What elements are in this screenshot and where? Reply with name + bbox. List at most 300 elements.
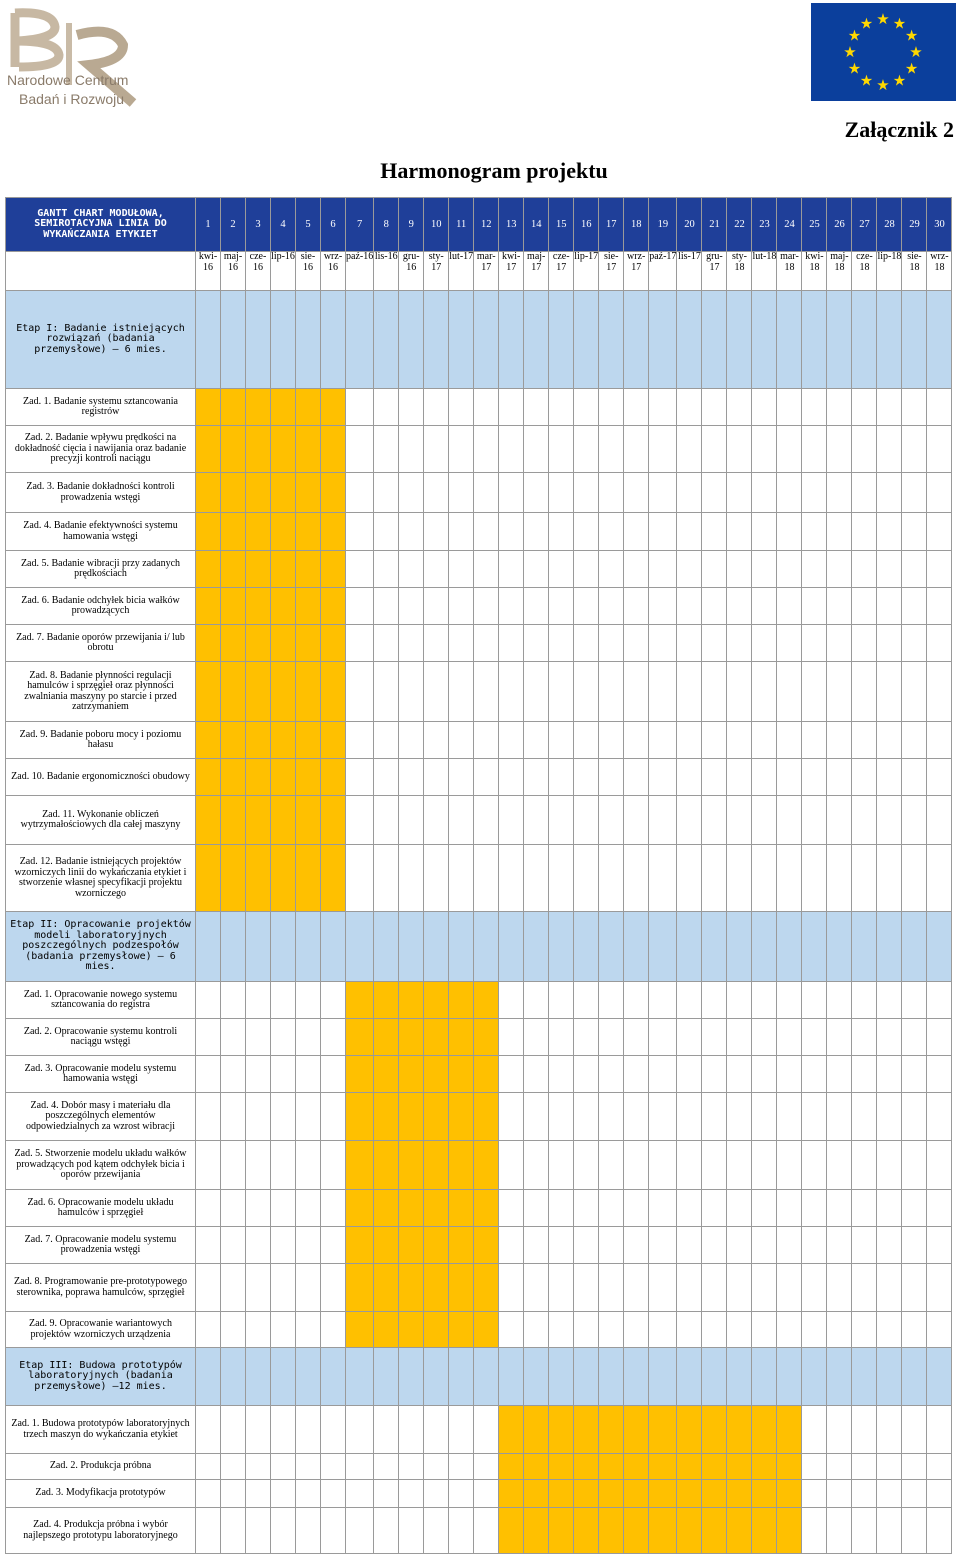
gantt-cell bbox=[271, 1508, 296, 1554]
gantt-cell bbox=[927, 1312, 952, 1348]
gantt-cell bbox=[321, 1406, 346, 1454]
gantt-cell bbox=[927, 1227, 952, 1264]
gantt-cell bbox=[271, 1454, 296, 1480]
gantt-cell bbox=[649, 1312, 677, 1348]
gantt-cell bbox=[677, 1312, 702, 1348]
gantt-cell bbox=[902, 1141, 927, 1190]
gantt-cell bbox=[727, 1093, 752, 1141]
gantt-cell bbox=[802, 1454, 827, 1480]
task-label: Zad. 12. Badanie istniejących projektów wzorniczych linii do wykańczania etykiet i stworzenie własnej specyfikacji projektu wzorniczego bbox=[6, 845, 196, 912]
task-row bbox=[6, 662, 952, 722]
gantt-cell bbox=[852, 1227, 877, 1264]
month-name: wrz-18 bbox=[927, 252, 952, 291]
gantt-bar-cell bbox=[399, 1141, 424, 1190]
gantt-bar-cell bbox=[624, 1480, 649, 1508]
gantt-cell bbox=[524, 389, 549, 426]
gantt-cell bbox=[802, 1312, 827, 1348]
gantt-bar-cell bbox=[321, 389, 346, 426]
gantt-bar-cell bbox=[321, 551, 346, 588]
gantt-cell bbox=[374, 912, 399, 982]
gantt-cell bbox=[474, 845, 499, 912]
gantt-cell bbox=[221, 1406, 246, 1454]
gantt-cell bbox=[752, 588, 777, 625]
gantt-cell bbox=[374, 662, 399, 722]
gantt-cell bbox=[399, 1348, 424, 1406]
gantt-cell bbox=[902, 796, 927, 845]
gantt-cell bbox=[271, 1019, 296, 1056]
gantt-cell bbox=[549, 625, 574, 662]
gantt-cell bbox=[927, 473, 952, 513]
gantt-cell bbox=[852, 1190, 877, 1227]
gantt-cell bbox=[474, 1454, 499, 1480]
gantt-cell bbox=[424, 1454, 449, 1480]
gantt-cell bbox=[624, 473, 649, 513]
gantt-cell bbox=[777, 796, 802, 845]
gantt-bar-cell bbox=[449, 1056, 474, 1093]
gantt-cell bbox=[499, 291, 524, 389]
gantt-cell bbox=[549, 1312, 574, 1348]
gantt-cell bbox=[877, 1508, 902, 1554]
gantt-cell bbox=[474, 389, 499, 426]
gantt-cell bbox=[677, 426, 702, 473]
task-row bbox=[6, 1190, 952, 1227]
gantt-cell bbox=[449, 1348, 474, 1406]
gantt-bar-cell bbox=[246, 551, 271, 588]
gantt-cell bbox=[827, 1019, 852, 1056]
gantt-cell bbox=[677, 662, 702, 722]
month-number: 9 bbox=[399, 198, 424, 252]
gantt-cell bbox=[499, 1312, 524, 1348]
gantt-cell bbox=[677, 912, 702, 982]
gantt-cell bbox=[927, 759, 952, 796]
gantt-bar-cell bbox=[221, 473, 246, 513]
gantt-cell bbox=[399, 291, 424, 389]
gantt-cell bbox=[927, 912, 952, 982]
gantt-bar-cell bbox=[246, 513, 271, 551]
gantt-cell bbox=[702, 1227, 727, 1264]
gantt-cell bbox=[449, 662, 474, 722]
task-row bbox=[6, 796, 952, 845]
gantt-cell bbox=[499, 1056, 524, 1093]
gantt-cell bbox=[702, 473, 727, 513]
gantt-cell bbox=[271, 1264, 296, 1312]
gantt-cell bbox=[499, 722, 524, 759]
gantt-cell bbox=[852, 588, 877, 625]
gantt-cell bbox=[852, 1406, 877, 1454]
gantt-cell bbox=[902, 588, 927, 625]
gantt-cell bbox=[677, 845, 702, 912]
gantt-cell bbox=[449, 625, 474, 662]
gantt-bar-cell bbox=[474, 1141, 499, 1190]
gantt-cell bbox=[852, 845, 877, 912]
gantt-cell bbox=[827, 1312, 852, 1348]
gantt-bar-cell bbox=[399, 1190, 424, 1227]
gantt-cell bbox=[902, 1480, 927, 1508]
gantt-bar-cell bbox=[221, 426, 246, 473]
gantt-bar-cell bbox=[271, 426, 296, 473]
month-name: lut-18 bbox=[752, 252, 777, 291]
gantt-bar-cell bbox=[271, 473, 296, 513]
month-number: 28 bbox=[877, 198, 902, 252]
month-number: 23 bbox=[752, 198, 777, 252]
gantt-cell bbox=[574, 551, 599, 588]
gantt-cell bbox=[449, 426, 474, 473]
gantt-bar-cell bbox=[374, 1312, 399, 1348]
task-label: Zad. 8. Programowanie pre-prototypowego sterownika, poprawa hamulców, sprzęgieł bbox=[6, 1264, 196, 1312]
gantt-cell bbox=[246, 1227, 271, 1264]
month-number: 12 bbox=[474, 198, 499, 252]
gantt-cell bbox=[702, 982, 727, 1019]
gantt-cell bbox=[424, 291, 449, 389]
gantt-bar-cell bbox=[246, 588, 271, 625]
gantt-bar-cell bbox=[549, 1406, 574, 1454]
gantt-cell bbox=[852, 1348, 877, 1406]
gantt-cell bbox=[524, 473, 549, 513]
gantt-bar-cell bbox=[649, 1508, 677, 1554]
gantt-bar-cell bbox=[346, 1264, 374, 1312]
gantt-cell bbox=[902, 1264, 927, 1312]
gantt-cell bbox=[296, 982, 321, 1019]
gantt-cell bbox=[649, 473, 677, 513]
gantt-cell bbox=[499, 1264, 524, 1312]
gantt-cell bbox=[599, 796, 624, 845]
gantt-cell bbox=[902, 662, 927, 722]
gantt-cell bbox=[877, 1141, 902, 1190]
gantt-cell bbox=[777, 389, 802, 426]
gantt-cell bbox=[802, 1019, 827, 1056]
gantt-cell bbox=[296, 1348, 321, 1406]
gantt-cell bbox=[424, 845, 449, 912]
gantt-bar-cell bbox=[677, 1480, 702, 1508]
gantt-cell bbox=[399, 912, 424, 982]
gantt-cell bbox=[599, 845, 624, 912]
gantt-cell bbox=[321, 1480, 346, 1508]
task-label: Zad. 3. Modyfikacja prototypów bbox=[6, 1480, 196, 1508]
month-name: cze-16 bbox=[246, 252, 271, 291]
gantt-bar-cell bbox=[196, 796, 221, 845]
gantt-bar-cell bbox=[321, 759, 346, 796]
gantt-cell bbox=[574, 1190, 599, 1227]
gantt-cell bbox=[702, 513, 727, 551]
gantt-bar-cell bbox=[752, 1508, 777, 1554]
gantt-cell bbox=[449, 722, 474, 759]
gantt-bar-cell bbox=[271, 389, 296, 426]
gantt-cell bbox=[677, 473, 702, 513]
gantt-bar-cell bbox=[599, 1480, 624, 1508]
gantt-cell bbox=[649, 625, 677, 662]
gantt-cell bbox=[196, 912, 221, 982]
gantt-bar-cell bbox=[221, 796, 246, 845]
gantt-cell bbox=[574, 982, 599, 1019]
gantt-cell bbox=[499, 845, 524, 912]
gantt-cell bbox=[802, 662, 827, 722]
star-icon: ★ bbox=[904, 26, 919, 45]
gantt-bar-cell bbox=[346, 1227, 374, 1264]
task-label: Zad. 4. Badanie efektywności systemu hamowania wstęgi bbox=[6, 513, 196, 551]
gantt-cell bbox=[246, 912, 271, 982]
gantt-bar-cell bbox=[321, 722, 346, 759]
gantt-cell bbox=[246, 1312, 271, 1348]
gantt-bar-cell bbox=[424, 1056, 449, 1093]
gantt-cell bbox=[549, 588, 574, 625]
gantt-bar-cell bbox=[677, 1454, 702, 1480]
gantt-cell bbox=[524, 551, 549, 588]
gantt-cell bbox=[677, 1093, 702, 1141]
gantt-cell bbox=[246, 1264, 271, 1312]
gantt-cell bbox=[449, 759, 474, 796]
gantt-cell bbox=[827, 912, 852, 982]
gantt-cell bbox=[449, 845, 474, 912]
gantt-cell bbox=[499, 1190, 524, 1227]
gantt-cell bbox=[321, 1190, 346, 1227]
gantt-cell bbox=[221, 1480, 246, 1508]
gantt-cell bbox=[599, 1019, 624, 1056]
gantt-bar-cell bbox=[271, 759, 296, 796]
gantt-cell bbox=[927, 1508, 952, 1554]
gantt-cell bbox=[702, 291, 727, 389]
star-icon: ★ bbox=[904, 59, 919, 78]
gantt-cell bbox=[877, 1312, 902, 1348]
gantt-cell bbox=[727, 722, 752, 759]
gantt-cell bbox=[777, 982, 802, 1019]
gantt-cell bbox=[827, 389, 852, 426]
gantt-cell bbox=[524, 759, 549, 796]
gantt-cell bbox=[852, 625, 877, 662]
gantt-bar-cell bbox=[424, 1190, 449, 1227]
gantt-cell bbox=[777, 426, 802, 473]
star-icon: ★ bbox=[843, 43, 857, 61]
gantt-cell bbox=[296, 1312, 321, 1348]
gantt-cell bbox=[449, 291, 474, 389]
gantt-cell bbox=[499, 912, 524, 982]
gantt-bar-cell bbox=[246, 845, 271, 912]
gantt-cell bbox=[196, 1406, 221, 1454]
gantt-cell bbox=[902, 1312, 927, 1348]
gantt-cell bbox=[727, 625, 752, 662]
star-icon: ★ bbox=[876, 10, 890, 28]
task-label: Zad. 2. Produkcja próbna bbox=[6, 1454, 196, 1480]
gantt-cell bbox=[474, 473, 499, 513]
gantt-cell bbox=[852, 662, 877, 722]
gantt-bar-cell bbox=[677, 1406, 702, 1454]
gantt-cell bbox=[549, 1348, 574, 1406]
gantt-cell bbox=[196, 291, 221, 389]
gantt-cell bbox=[499, 662, 524, 722]
gantt-cell bbox=[802, 759, 827, 796]
header-title: GANTT CHART MODUŁOWA, SEMIROTACYJNA LINIA DO WYKAŃCZANIA ETYKIET bbox=[6, 198, 196, 252]
gantt-cell bbox=[777, 551, 802, 588]
gantt-cell bbox=[424, 759, 449, 796]
gantt-bar-cell bbox=[449, 1093, 474, 1141]
gantt-cell bbox=[246, 1141, 271, 1190]
gantt-cell bbox=[549, 551, 574, 588]
gantt-bar-cell bbox=[296, 722, 321, 759]
gantt-cell bbox=[877, 662, 902, 722]
gantt-cell bbox=[374, 1348, 399, 1406]
gantt-cell bbox=[624, 625, 649, 662]
gantt-cell bbox=[374, 759, 399, 796]
gantt-cell bbox=[524, 513, 549, 551]
gantt-cell bbox=[599, 389, 624, 426]
gantt-cell bbox=[271, 1480, 296, 1508]
gantt-cell bbox=[702, 662, 727, 722]
gantt-cell bbox=[927, 551, 952, 588]
star-icon: ★ bbox=[847, 26, 862, 45]
gantt-bar-cell bbox=[777, 1454, 802, 1480]
gantt-cell bbox=[321, 1227, 346, 1264]
gantt-cell bbox=[827, 1056, 852, 1093]
gantt-cell bbox=[474, 796, 499, 845]
gantt-cell bbox=[296, 1019, 321, 1056]
gantt-cell bbox=[599, 1093, 624, 1141]
gantt-cell bbox=[802, 1348, 827, 1406]
month-name: sie-17 bbox=[599, 252, 624, 291]
gantt-cell bbox=[877, 1348, 902, 1406]
svg-text:Badań i Rozwoju: Badań i Rozwoju bbox=[19, 91, 125, 107]
gantt-cell bbox=[727, 662, 752, 722]
gantt-bar-cell bbox=[271, 722, 296, 759]
gantt-cell bbox=[296, 1406, 321, 1454]
gantt-cell bbox=[727, 551, 752, 588]
gantt-cell bbox=[246, 1406, 271, 1454]
task-row bbox=[6, 389, 952, 426]
gantt-cell bbox=[296, 1508, 321, 1554]
task-label: Zad. 9. Badanie poboru mocy i poziomu hałasu bbox=[6, 722, 196, 759]
gantt-cell bbox=[852, 1264, 877, 1312]
month-name: kwi-17 bbox=[499, 252, 524, 291]
task-label: Zad. 7. Badanie oporów przewijania i/ lub obrotu bbox=[6, 625, 196, 662]
gantt-cell bbox=[927, 845, 952, 912]
task-row bbox=[6, 982, 952, 1019]
gantt-bar-cell bbox=[346, 1093, 374, 1141]
gantt-cell bbox=[902, 426, 927, 473]
gantt-cell bbox=[927, 426, 952, 473]
gantt-cell bbox=[727, 1190, 752, 1227]
gantt-cell bbox=[321, 1454, 346, 1480]
gantt-bar-cell bbox=[624, 1508, 649, 1554]
month-name: sty-17 bbox=[424, 252, 449, 291]
month-number: 21 bbox=[702, 198, 727, 252]
gantt-bar-cell bbox=[321, 588, 346, 625]
gantt-cell bbox=[399, 796, 424, 845]
gantt-cell bbox=[777, 1141, 802, 1190]
gantt-cell bbox=[346, 426, 374, 473]
month-number: 3 bbox=[246, 198, 271, 252]
gantt-cell bbox=[449, 513, 474, 551]
task-row bbox=[6, 1093, 952, 1141]
month-number: 26 bbox=[827, 198, 852, 252]
gantt-cell bbox=[802, 1508, 827, 1554]
month-name: kwi-18 bbox=[802, 252, 827, 291]
gantt-cell bbox=[827, 1190, 852, 1227]
gantt-cell bbox=[649, 796, 677, 845]
gantt-cell bbox=[374, 722, 399, 759]
month-number: 22 bbox=[727, 198, 752, 252]
gantt-cell bbox=[752, 1093, 777, 1141]
gantt-cell bbox=[677, 722, 702, 759]
gantt-cell bbox=[196, 1227, 221, 1264]
gantt-cell bbox=[902, 982, 927, 1019]
gantt-cell bbox=[499, 426, 524, 473]
gantt-cell bbox=[702, 551, 727, 588]
gantt-cell bbox=[221, 291, 246, 389]
gantt-cell bbox=[574, 588, 599, 625]
gantt-cell bbox=[424, 1480, 449, 1508]
gantt-cell bbox=[802, 513, 827, 551]
gantt-cell bbox=[399, 1406, 424, 1454]
gantt-cell bbox=[827, 1406, 852, 1454]
gantt-cell bbox=[927, 588, 952, 625]
gantt-cell bbox=[902, 291, 927, 389]
gantt-cell bbox=[346, 796, 374, 845]
month-name: gru-17 bbox=[702, 252, 727, 291]
gantt-cell bbox=[221, 1348, 246, 1406]
gantt-cell bbox=[777, 1019, 802, 1056]
task-label: Zad. 10. Badanie ergonomiczności obudowy bbox=[6, 759, 196, 796]
gantt-cell bbox=[524, 1264, 549, 1312]
gantt-cell bbox=[777, 1093, 802, 1141]
gantt-cell bbox=[752, 1264, 777, 1312]
gantt-cell bbox=[346, 1480, 374, 1508]
gantt-cell bbox=[677, 551, 702, 588]
gantt-cell bbox=[599, 426, 624, 473]
gantt-cell bbox=[852, 1508, 877, 1554]
gantt-cell bbox=[499, 1019, 524, 1056]
gantt-bar-cell bbox=[346, 1190, 374, 1227]
gantt-cell bbox=[399, 662, 424, 722]
gantt-cell bbox=[524, 982, 549, 1019]
gantt-cell bbox=[321, 1141, 346, 1190]
gantt-bar-cell bbox=[374, 1056, 399, 1093]
gantt-cell bbox=[649, 291, 677, 389]
gantt-cell bbox=[852, 722, 877, 759]
gantt-cell bbox=[424, 513, 449, 551]
gantt-cell bbox=[927, 389, 952, 426]
gantt-cell bbox=[346, 722, 374, 759]
gantt-bar-cell bbox=[449, 1190, 474, 1227]
gantt-cell bbox=[877, 1406, 902, 1454]
gantt-cell bbox=[549, 513, 574, 551]
gantt-cell bbox=[802, 912, 827, 982]
gantt-cell bbox=[802, 426, 827, 473]
gantt-cell bbox=[424, 796, 449, 845]
gantt-bar-cell bbox=[271, 513, 296, 551]
gantt-cell bbox=[649, 759, 677, 796]
gantt-bar-cell bbox=[246, 473, 271, 513]
gantt-bar-cell bbox=[727, 1508, 752, 1554]
gantt-cell bbox=[649, 1093, 677, 1141]
gantt-cell bbox=[702, 1348, 727, 1406]
gantt-cell bbox=[246, 1454, 271, 1480]
gantt-bar-cell bbox=[271, 796, 296, 845]
gantt-bar-cell bbox=[321, 662, 346, 722]
month-name: maj-17 bbox=[524, 252, 549, 291]
gantt-bar-cell bbox=[221, 513, 246, 551]
gantt-cell bbox=[449, 1406, 474, 1454]
gantt-cell bbox=[524, 1312, 549, 1348]
gantt-bar-cell bbox=[246, 759, 271, 796]
gantt-cell bbox=[374, 551, 399, 588]
star-icon: ★ bbox=[859, 71, 874, 90]
gantt-cell bbox=[574, 722, 599, 759]
gantt-cell bbox=[702, 1190, 727, 1227]
month-name: wrz-17 bbox=[624, 252, 649, 291]
gantt-cell bbox=[599, 982, 624, 1019]
gantt-cell bbox=[321, 291, 346, 389]
gantt-cell bbox=[374, 845, 399, 912]
gantt-cell bbox=[727, 291, 752, 389]
gantt-cell bbox=[196, 1508, 221, 1554]
